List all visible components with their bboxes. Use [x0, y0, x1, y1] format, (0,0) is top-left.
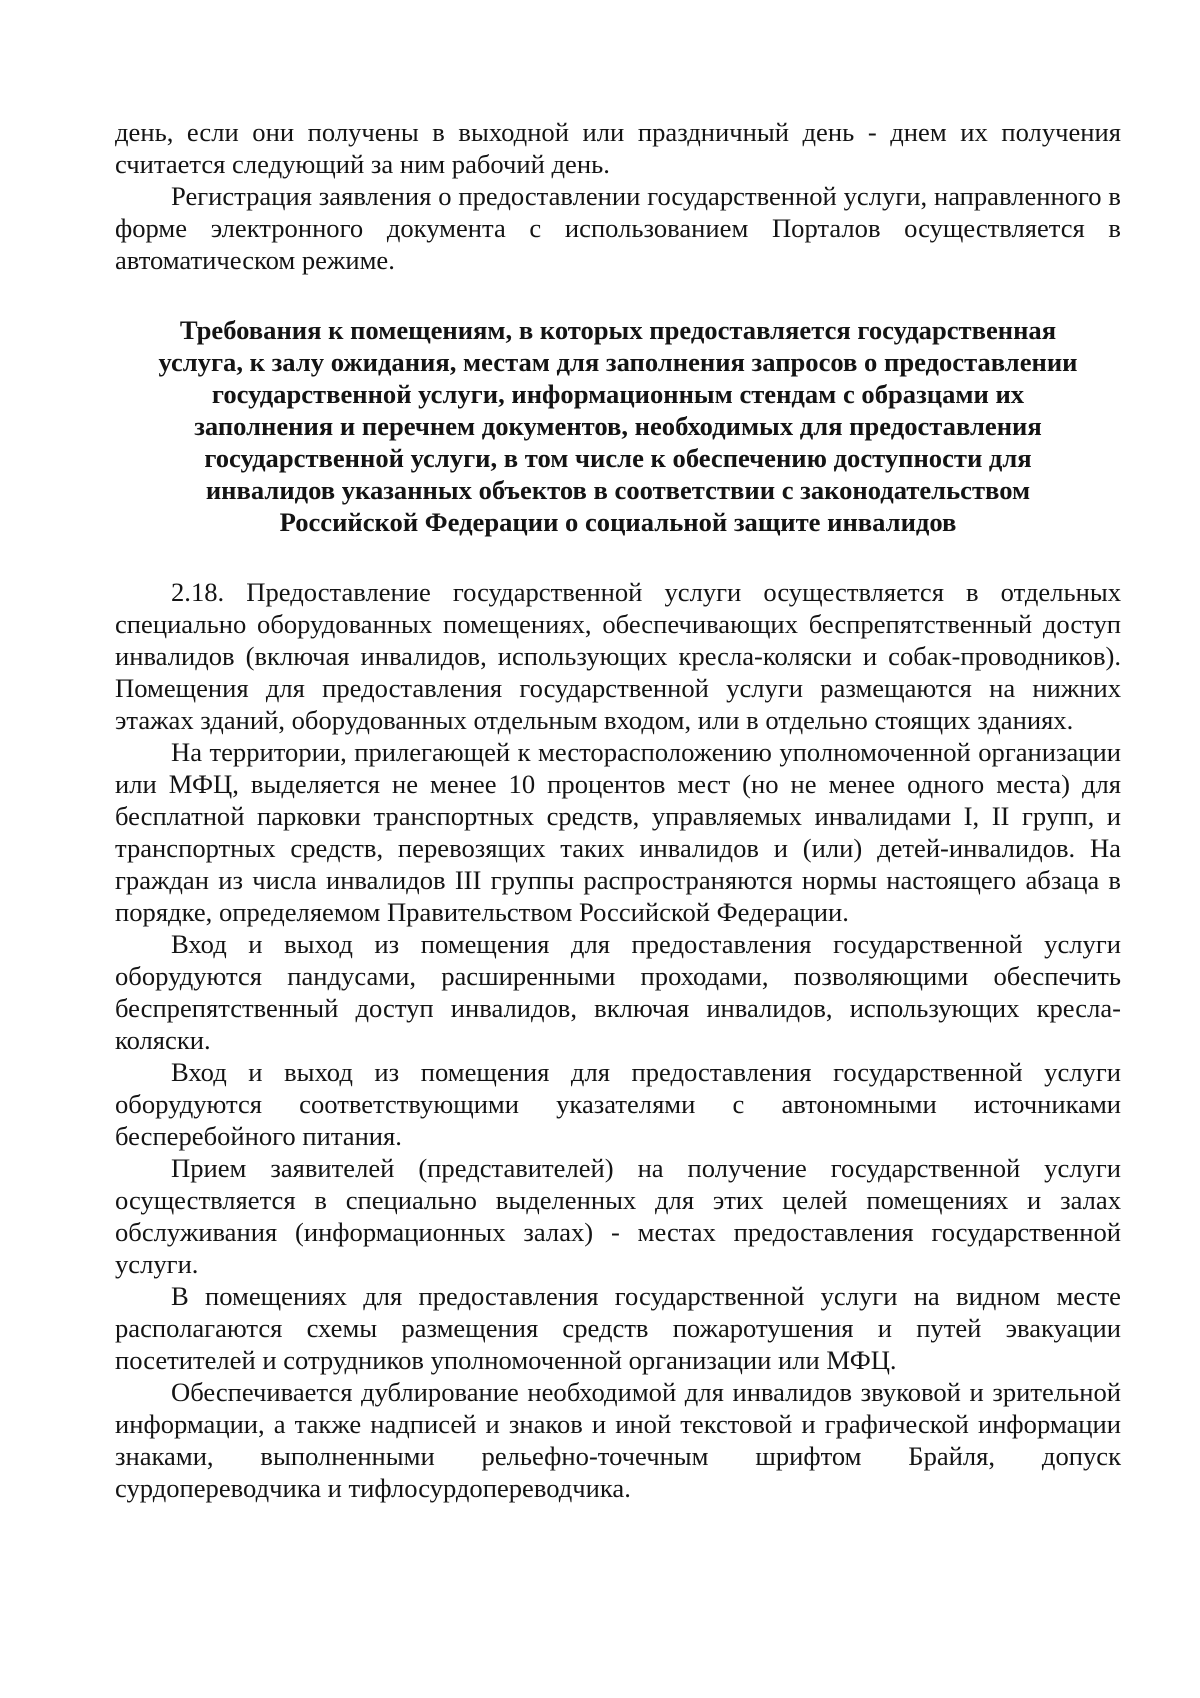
heading-line: услуга, к залу ожидания, местам для заполнения запросов о предоставлении	[158, 347, 1078, 377]
intro-paragraph-continuation: день, если они получены в выходной или праздничный день - днем их получения считается следующий за ним рабочий день.	[115, 117, 1121, 179]
heading-line: государственной услуги, информационным стендам с образцами их	[211, 379, 1025, 409]
document-page	[115, 116, 1121, 1504]
body-paragraph: 2.18. Предоставление государственной услуги осуществляется в отдельных специально оборудованных помещениях, обеспечивающих беспрепятственный доступ инвалидов (включая инвалидов, использующих кресла-коляски и собак-проводников). Помещения для предоставления государственной услуги размещаются на нижних этажах зданий, оборудованных отдельным входом, или в отдельно стоящих зданиях.	[115, 577, 1121, 735]
body-paragraph: Вход и выход из помещения для предоставления государственной услуги оборудуются пандусами, расширенными проходами, позволяющими обеспечить беспрепятственный доступ инвалидов, включая инвалидов, использующих кресла-коляски.	[115, 929, 1121, 1055]
body-paragraph: Прием заявителей (представителей) на получение государственной услуги осуществляется в специально выделенных для этих целей помещениях и залах обслуживания (информационных залах) - местах предоставления государственной услуги.	[115, 1153, 1121, 1279]
body-paragraph: На территории, прилегающей к месторасположению уполномоченной организации или МФЦ, выделяется не менее 10 процентов мест (но не менее одного места) для бесплатной парковки транспортных средств, управляемых инвалидами I, II групп, и транспортных средств, перевозящих таких инвалидов и (или) детей-инвалидов. На граждан из числа инвалидов III группы распространяются нормы настоящего абзаца в порядке, определяемом Правительством Российской Федерации.	[115, 737, 1121, 927]
heading-line: заполнения и перечнем документов, необходимых для предоставления	[194, 411, 1042, 441]
heading-line: Российской Федерации о социальной защите инвалидов	[279, 507, 957, 537]
heading-line: Требования к помещениям, в которых предоставляется государственная	[179, 315, 1057, 345]
heading-line: государственной услуги, в том числе к обеспечению доступности для	[204, 443, 1032, 473]
body-paragraph: В помещениях для предоставления государственной услуги на видном месте располагаются схемы размещения средств пожаротушения и путей эвакуации посетителей и сотрудников уполномоченной организации или МФЦ.	[115, 1281, 1121, 1375]
body-paragraph: Обеспечивается дублирование необходимой для инвалидов звуковой и зрительной информации, а также надписей и знаков и иной текстовой и графической информации знаками, выполненными рельефно-точечным шрифтом Брайля, допуск сурдопереводчика и тифлосурдопереводчика.	[115, 1377, 1121, 1503]
section-heading	[115, 314, 1121, 538]
body-paragraph: Вход и выход из помещения для предоставления государственной услуги оборудуются соответствующими указателями с автономными источниками бесперебойного питания.	[115, 1057, 1121, 1151]
heading-line: инвалидов указанных объектов в соответствии с законодательством	[205, 475, 1031, 505]
intro-paragraph-registration: Регистрация заявления о предоставлении государственной услуги, направленного в форме электронного документа с использованием Порталов осуществляется в автоматическом режиме.	[115, 181, 1121, 275]
